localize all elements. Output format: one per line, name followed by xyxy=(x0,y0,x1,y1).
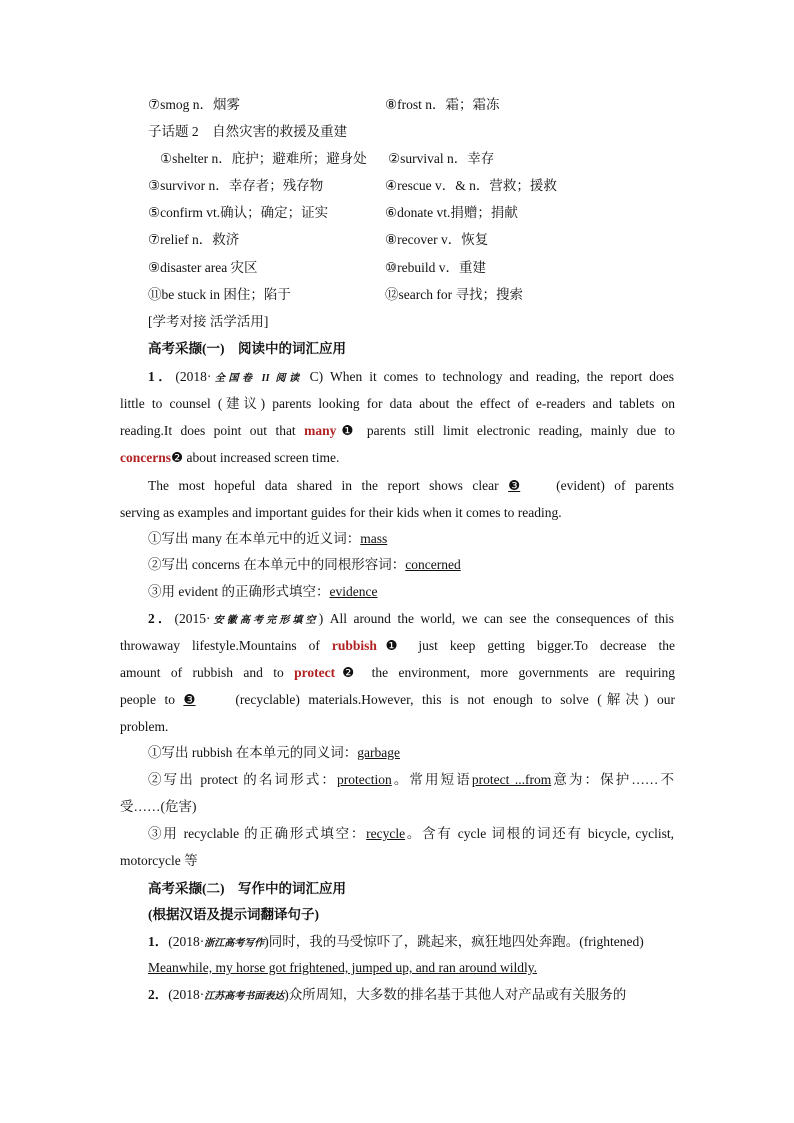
w2-source: 江苏高考书面表达 xyxy=(204,991,285,1002)
w1-source-open: (2018· xyxy=(168,934,205,949)
q1-line-2: little to counsel (建议) parents looking for data about the effect of e-readers and tablets on xyxy=(120,396,675,411)
vocab-donate: ⑥donate vt.捐赠；捐献 xyxy=(385,205,518,220)
vocab-rescue: ④rescue v．& n．营救；援救 xyxy=(385,178,557,193)
q1-answer-1-label: ①写出 many 在本单元中的近义词： xyxy=(148,531,361,546)
q2-source-open: (2015· xyxy=(174,611,211,626)
w2-text: 众所周知，大多数的排名基于其他人对产品或有关服务的 xyxy=(288,987,627,1002)
q2-answer-2-value: protection xyxy=(336,772,392,787)
q2-answer-1-label: ①写出 rubbish 在本单元的同义词： xyxy=(148,745,358,760)
q1-text-3b: parents still limit electronic reading, mainly due to xyxy=(358,423,676,438)
marker-2-icon: ❷ xyxy=(335,665,362,680)
vocab-confirm: ⑤confirm vt.确认；确定；证实 xyxy=(148,205,329,220)
q2-answer-2-post: 意为：保护……不 xyxy=(551,772,675,787)
q1-answer-3-label: ③用 evident 的正确形式填空： xyxy=(148,584,330,599)
q2-line-3 xyxy=(120,664,675,682)
q1-text-5b: (evident) of parents xyxy=(556,478,674,493)
vocab-smog: ⑦smog n．烟雾 xyxy=(148,97,240,112)
keyword-protect: protect xyxy=(294,665,336,680)
marker-1-icon: ❶ xyxy=(336,423,359,438)
q2-line-2 xyxy=(120,637,675,655)
w1-source: 浙江高考写作 xyxy=(204,938,265,949)
q2-number: 2． xyxy=(148,611,175,626)
q2-answer-2-mid: 。常用短语 xyxy=(391,772,472,787)
w1-line xyxy=(148,933,644,953)
q2-text-2b: just keep getting bigger.To decrease the xyxy=(406,638,676,653)
w2-source-close: ) xyxy=(284,987,289,1002)
vocab-survival: ②survival n．幸存 xyxy=(388,151,495,166)
q2-text-2a: throwaway lifestyle.Mountains of xyxy=(120,638,332,653)
q1-answer-3 xyxy=(148,583,377,601)
q2-answer-3-cont: motorcycle 等 xyxy=(120,853,198,868)
q2-text-3a: amount of rubbish and to xyxy=(120,665,295,680)
q1-line-3 xyxy=(120,422,675,440)
q1-source-open: (2018· xyxy=(175,369,212,384)
w1-text: 同时，我的马受惊吓了，跳起来，疯狂地四处奔跑。(frightened) xyxy=(268,934,644,949)
vocab-be-stuck-in: ⑪be stuck in 困住；陷于 xyxy=(148,287,291,302)
marker-1-icon: ❶ xyxy=(376,638,407,653)
q2-line-4 xyxy=(120,691,675,709)
vocab-recover: ⑧recover v．恢复 xyxy=(385,232,489,247)
blank-3: ❸ xyxy=(183,692,196,707)
q1-answer-1-value: mass xyxy=(360,531,388,546)
w2-number: 2． xyxy=(148,987,169,1002)
w2-source-open: (2018· xyxy=(168,987,205,1002)
q1-line-5 xyxy=(148,477,674,495)
keyword-many: many xyxy=(304,423,337,438)
q2-text-1: All around the world, we can see the consequences of this xyxy=(323,611,675,626)
gaokao-1-title: 高考采撷(一) 阅读中的词汇应用 xyxy=(148,341,346,356)
q2-answer-2-cont: 受……(危害) xyxy=(120,799,197,814)
w1-number: 1． xyxy=(148,934,169,949)
vocab-rebuild: ⑩rebuild v．重建 xyxy=(385,260,486,275)
keyword-rubbish: rubbish xyxy=(331,638,377,653)
q2-text-4b: (recyclable) materials.However, this is not enough to solve (解决) our xyxy=(235,692,675,707)
marker-2-icon: ❷ xyxy=(171,450,184,465)
vocab-shelter: ①shelter n．庇护；避难所；避身处 xyxy=(160,151,367,166)
gaokao-2-note: (根据汉语及提示词翻译句子) xyxy=(148,907,319,922)
section-heading: [学考对接 活学活用] xyxy=(148,314,269,329)
q1-source: 全国卷 II 阅读 xyxy=(211,373,303,384)
q1-text-5a: The most hopeful data shared in the report shows clear xyxy=(148,478,509,493)
vocab-frost: ⑧frost n．霜；霜冻 xyxy=(385,97,500,112)
vocab-relief: ⑦relief n．救济 xyxy=(148,232,240,247)
w1-source-close: ) xyxy=(264,934,269,949)
blank-3: ❸ xyxy=(508,478,521,493)
q1-answer-1 xyxy=(148,530,387,548)
q2-answer-3-post: 。含有 cycle 词根的词还有 bicycle, cyclist, xyxy=(405,826,674,841)
q1-text-4: about increased screen time. xyxy=(183,450,340,465)
q2-source: 安徽高考完形填空 xyxy=(210,615,319,626)
q1-line-6: serving as examples and important guides for their kids when it comes to reading. xyxy=(120,505,562,520)
q1-source-close: C) xyxy=(302,369,324,384)
q1-answer-3-value: evidence xyxy=(329,584,378,599)
keyword-concerns: concerns xyxy=(120,450,171,465)
q1-answer-2-label: ②写出 concerns 在本单元中的同根形容词： xyxy=(148,557,406,572)
q2-answer-2-label: ②写出 protect 的名词形式： xyxy=(148,772,337,787)
vocab-survivor: ③survivor n．幸存者；残存物 xyxy=(148,178,324,193)
w2-line xyxy=(148,986,626,1006)
q2-answer-2 xyxy=(148,771,674,789)
q2-answer-3 xyxy=(148,825,674,843)
q1-answer-2 xyxy=(148,556,461,574)
q2-answer-3-label: ③用 recyclable 的正确形式填空： xyxy=(148,826,367,841)
vocab-search-for: ⑫search for 寻找；搜索 xyxy=(385,287,523,302)
q1-number: 1． xyxy=(148,369,176,384)
subtopic-title: 子话题 2 自然灾害的救援及重建 xyxy=(148,124,348,139)
q2-source-close: ) xyxy=(318,611,324,626)
q2-answer-2-phrase: protect ...from xyxy=(471,772,552,787)
q2-line-1 xyxy=(148,610,674,630)
q2-line-5: problem. xyxy=(120,719,169,734)
w1-answer: Meanwhile, my horse got frightened, jumped up, and ran around wildly. xyxy=(148,960,538,975)
q1-text-3a: reading.It does point out that xyxy=(120,423,305,438)
q1-answer-2-value: concerned xyxy=(405,557,461,572)
q2-text-4a: people to xyxy=(120,692,184,707)
q1-line-1 xyxy=(148,368,674,388)
q2-answer-3-value: recycle xyxy=(366,826,406,841)
gaokao-2-title: 高考采撷(二) 写作中的词汇应用 xyxy=(148,881,346,896)
vocab-disaster-area: ⑨disaster area 灾区 xyxy=(148,260,258,275)
q2-answer-1-value: garbage xyxy=(357,745,400,760)
q2-answer-1 xyxy=(148,744,400,762)
q1-text-1: When it comes to technology and reading, the report does xyxy=(323,369,674,384)
q2-text-3b: the environment, more governments are requiring xyxy=(361,665,675,680)
q1-line-4 xyxy=(120,449,339,467)
